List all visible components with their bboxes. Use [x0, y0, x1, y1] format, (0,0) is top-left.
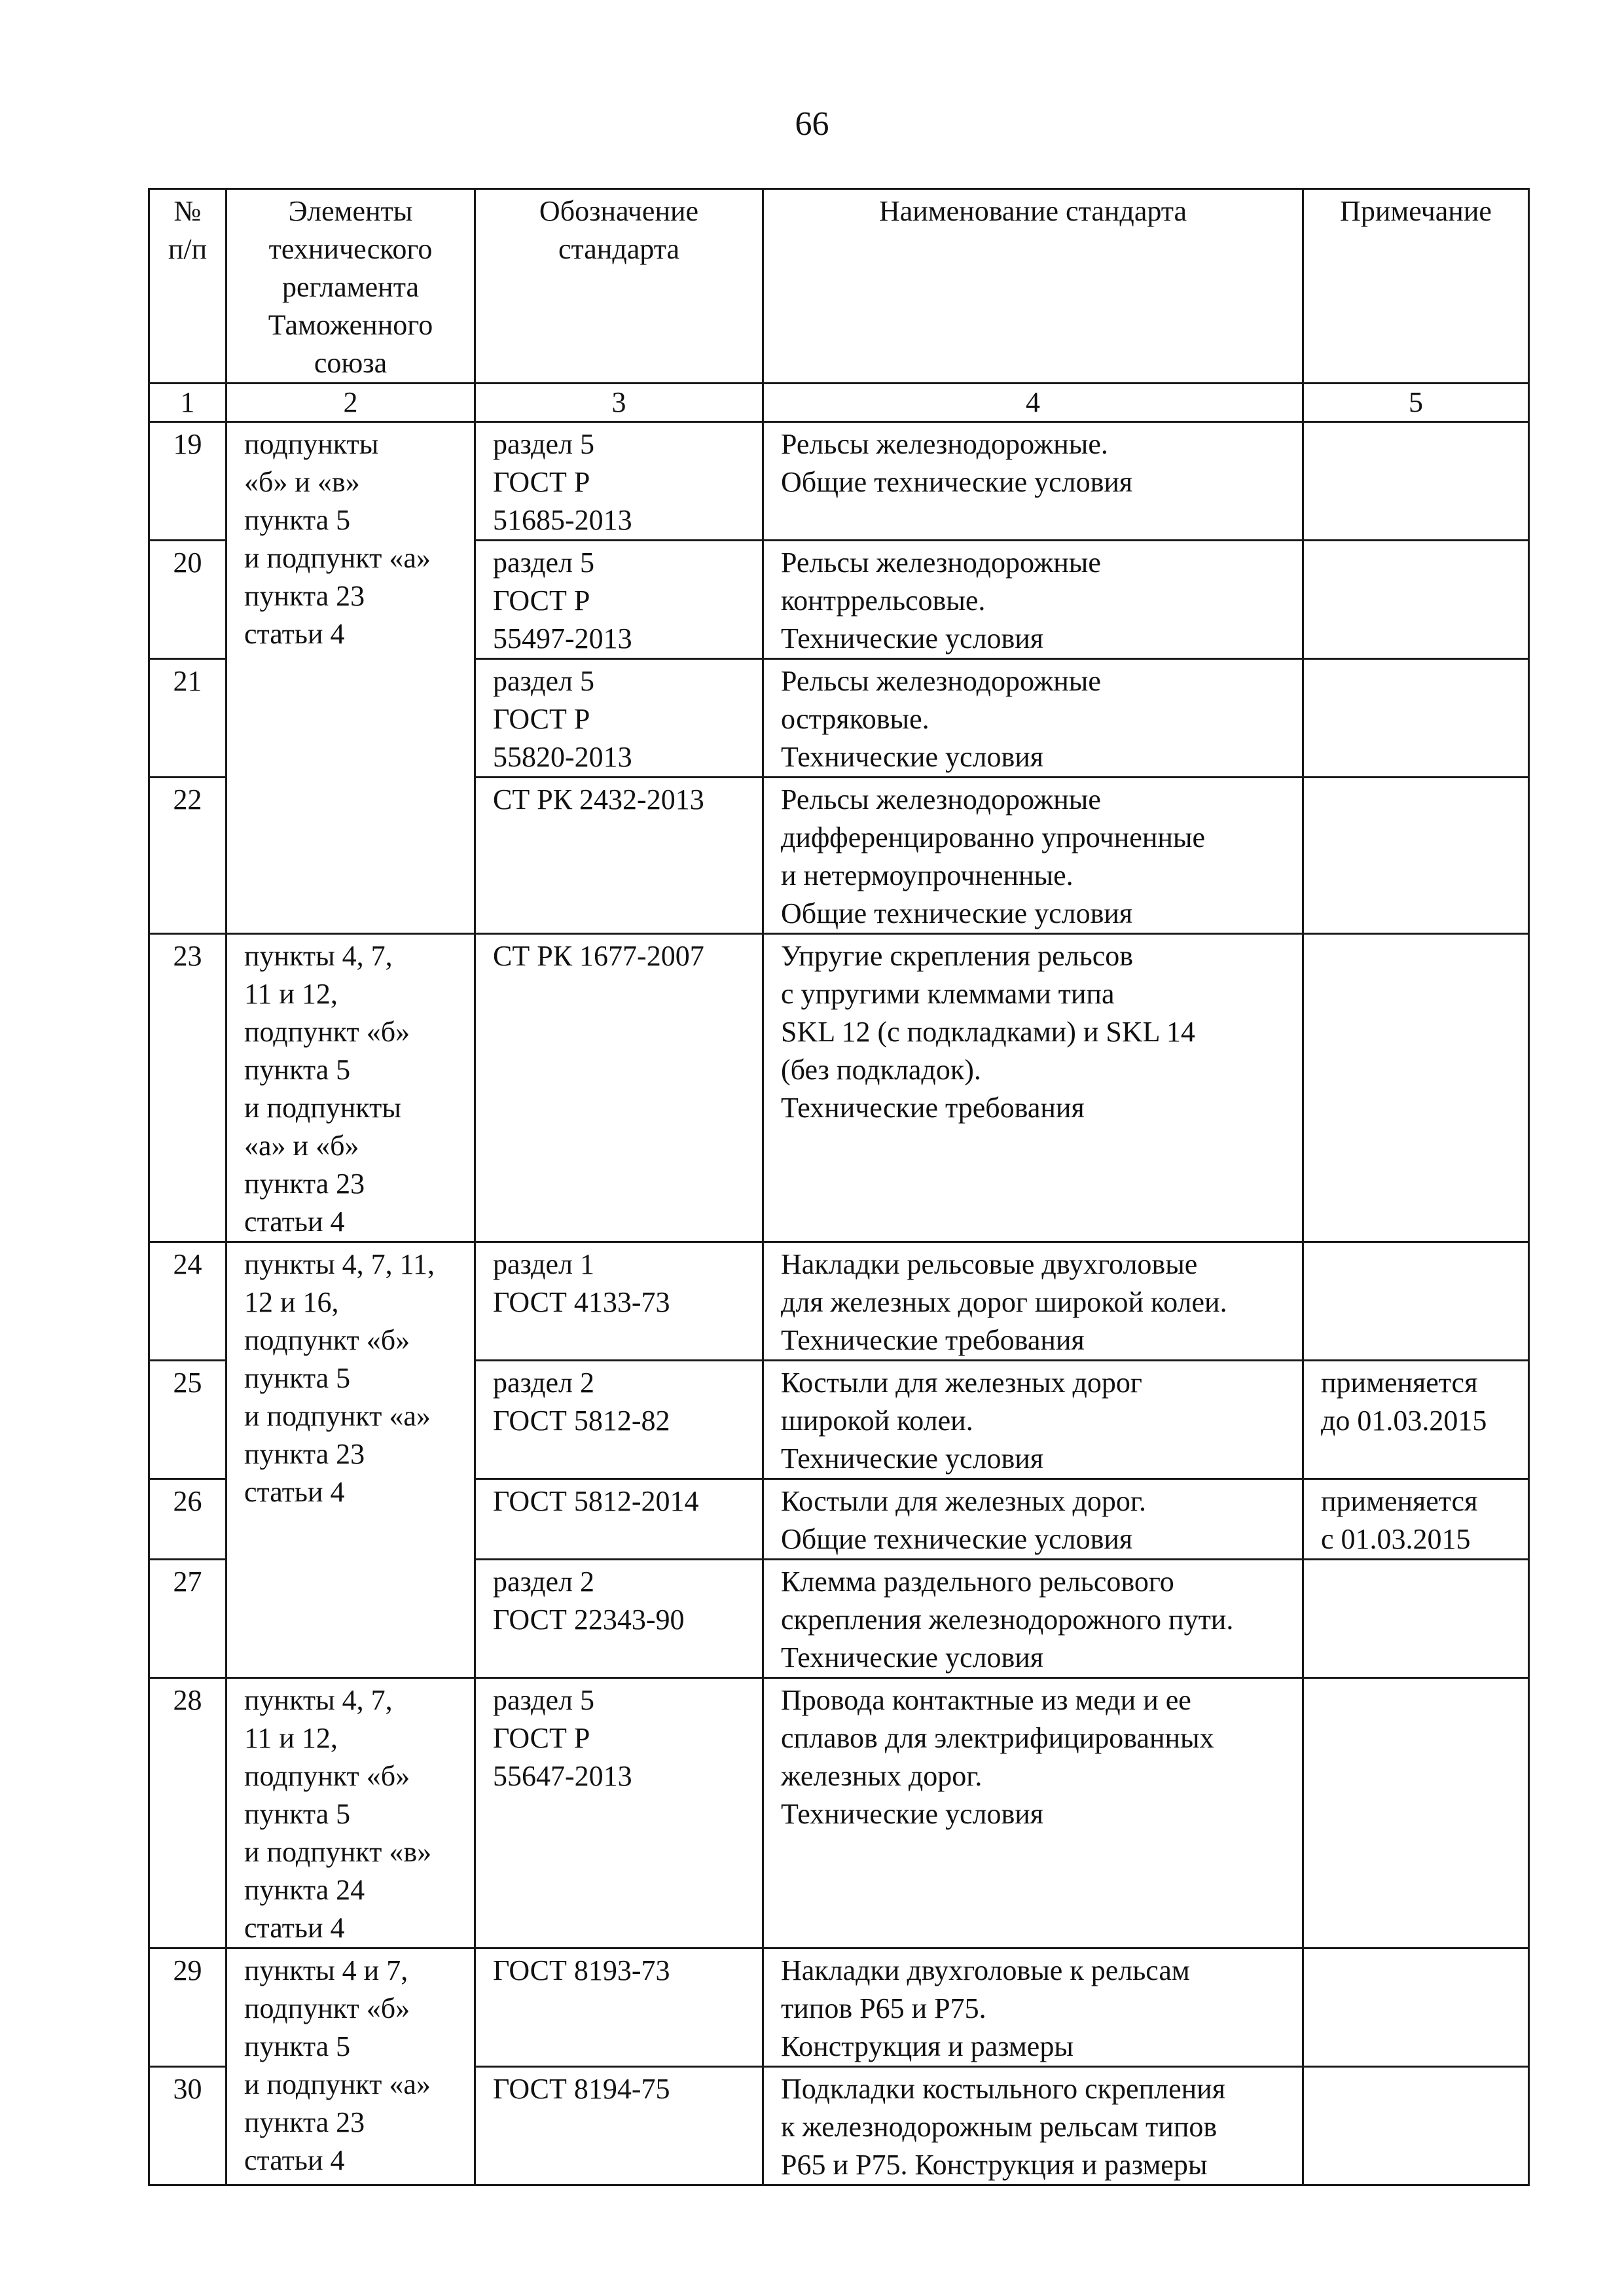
header-note: Примечание — [1303, 189, 1529, 384]
column-index: 2 — [226, 384, 475, 422]
row-note — [1303, 1242, 1529, 1361]
table-row — [149, 1948, 1529, 2067]
row-note — [1303, 1948, 1529, 2067]
row-note — [1303, 2067, 1529, 2185]
header-elements: Элементы технического регламента Таможенного союза — [226, 189, 475, 384]
table-row — [149, 1678, 1529, 1948]
table-header-row — [149, 189, 1529, 384]
column-index: 5 — [1303, 384, 1529, 422]
header-name: Наименование стандарта — [763, 189, 1303, 384]
row-number: 23 — [149, 934, 226, 1242]
row-standard-name: Накладки двухголовые к рельсам типов Р65 и Р75. Конструкция и размеры — [763, 1948, 1303, 2067]
row-number: 30 — [149, 2067, 226, 2185]
row-standard-name: Рельсы железнодорожные контррельсовые. Технические условия — [763, 541, 1303, 659]
table-row — [149, 422, 1529, 541]
row-designation: раздел 2 ГОСТ 22343-90 — [475, 1560, 763, 1678]
row-number: 26 — [149, 1479, 226, 1560]
row-note: применяется с 01.03.2015 — [1303, 1479, 1529, 1560]
row-note — [1303, 541, 1529, 659]
row-elements: пункты 4, 7, 11 и 12, подпункт «б» пункта 5 и подпункты «а» и «б» пункта 23 статьи 4 — [226, 934, 475, 1242]
row-note — [1303, 1678, 1529, 1948]
row-designation: раздел 5 ГОСТ Р 55497-2013 — [475, 541, 763, 659]
row-standard-name: Костыли для железных дорог. Общие технические условия — [763, 1479, 1303, 1560]
column-index: 3 — [475, 384, 763, 422]
row-standard-name: Накладки рельсовые двухголовые для железных дорог широкой колеи. Технические требования — [763, 1242, 1303, 1361]
row-designation: раздел 5 ГОСТ Р 51685-2013 — [475, 422, 763, 541]
row-number: 21 — [149, 659, 226, 778]
row-note — [1303, 422, 1529, 541]
row-elements: пункты 4 и 7, подпункт «б» пункта 5 и подпункт «а» пункта 23 статьи 4 — [226, 1948, 475, 2185]
table-row — [149, 934, 1529, 1242]
row-designation: СТ РК 1677-2007 — [475, 934, 763, 1242]
row-number: 22 — [149, 778, 226, 934]
row-elements: пункты 4, 7, 11, 12 и 16, подпункт «б» пункта 5 и подпункт «а» пункта 23 статьи 4 — [226, 1242, 475, 1678]
row-note: применяется до 01.03.2015 — [1303, 1361, 1529, 1479]
row-note — [1303, 1560, 1529, 1678]
row-note — [1303, 934, 1529, 1242]
row-designation: ГОСТ 8193-73 — [475, 1948, 763, 2067]
row-designation: СТ РК 2432-2013 — [475, 778, 763, 934]
row-designation: раздел 2 ГОСТ 5812-82 — [475, 1361, 763, 1479]
row-designation: раздел 5 ГОСТ Р 55820-2013 — [475, 659, 763, 778]
row-number: 27 — [149, 1560, 226, 1678]
header-designation: Обозначение стандарта — [475, 189, 763, 384]
row-designation: ГОСТ 8194-75 — [475, 2067, 763, 2185]
row-number: 24 — [149, 1242, 226, 1361]
row-note — [1303, 659, 1529, 778]
row-standard-name: Рельсы железнодорожные. Общие технические условия — [763, 422, 1303, 541]
row-standard-name: Рельсы железнодорожные дифференцированно упрочненные и нетермоупрочненные. Общие технические условия — [763, 778, 1303, 934]
row-number: 20 — [149, 541, 226, 659]
row-designation: раздел 1 ГОСТ 4133-73 — [475, 1242, 763, 1361]
row-number: 28 — [149, 1678, 226, 1948]
page-number: 66 — [795, 105, 829, 143]
table-row — [149, 1242, 1529, 1361]
row-number: 19 — [149, 422, 226, 541]
row-elements: подпункты «б» и «в» пункта 5 и подпункт «а» пункта 23 статьи 4 — [226, 422, 475, 934]
header-num: № п/п — [149, 189, 226, 384]
row-standard-name: Провода контактные из меди и ее сплавов для электрифицированных железных дорог. Технические условия — [763, 1678, 1303, 1948]
row-number: 25 — [149, 1361, 226, 1479]
row-standard-name: Клемма раздельного рельсового скрепления железнодорожного пути. Технические условия — [763, 1560, 1303, 1678]
row-designation: ГОСТ 5812-2014 — [475, 1479, 763, 1560]
standards-table — [148, 188, 1530, 2186]
row-note — [1303, 778, 1529, 934]
row-number: 29 — [149, 1948, 226, 2067]
row-elements: пункты 4, 7, 11 и 12, подпункт «б» пункта 5 и подпункт «в» пункта 24 статьи 4 — [226, 1678, 475, 1948]
row-designation: раздел 5 ГОСТ Р 55647-2013 — [475, 1678, 763, 1948]
row-standard-name: Подкладки костыльного скрепления к железнодорожным рельсам типов Р65 и Р75. Конструкция и размеры — [763, 2067, 1303, 2185]
column-index: 1 — [149, 384, 226, 422]
row-standard-name: Рельсы железнодорожные остряковые. Технические условия — [763, 659, 1303, 778]
row-standard-name: Костыли для железных дорог широкой колеи. Технические условия — [763, 1361, 1303, 1479]
column-index: 4 — [763, 384, 1303, 422]
column-index-row — [149, 384, 1529, 422]
row-standard-name: Упругие скрепления рельсов с упругими клеммами типа SKL 12 (с подкладками) и SKL 14 (без подкладок). Технические требования — [763, 934, 1303, 1242]
